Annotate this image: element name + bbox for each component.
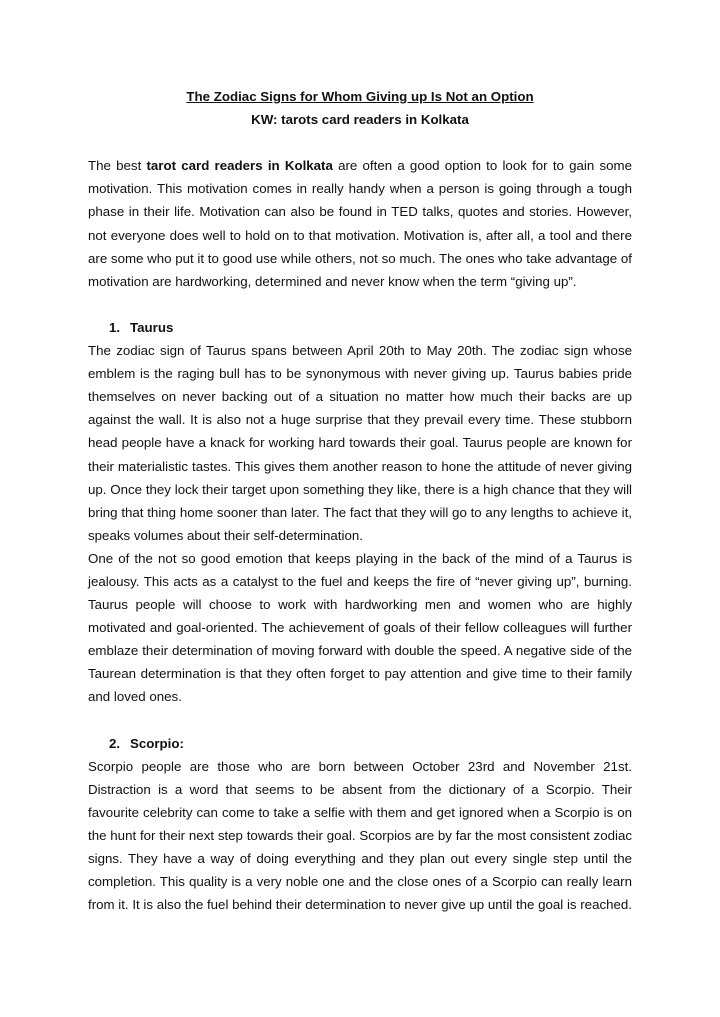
keyword-line: KW: tarots card readers in Kolkata (251, 112, 469, 128)
section-number: 2. (109, 735, 121, 751)
spacer (88, 709, 632, 732)
document-title: The Zodiac Signs for Whom Giving up Is Not an Option (186, 89, 534, 104)
intro-paragraph (88, 154, 632, 293)
intro-text-start: The best (88, 158, 147, 174)
intro-text-rest: are often a good option to look for to gain some motivation. This motivation comes in really handy when a person is going through a tough phase in their life. Motivation can also be found in TED talks, quotes and stories. However, not everyone does well to hold on to that motivation. Motivation is, after all, a tool and there are some who put it to good use while others, not so much. The ones who take advantage of motivation are hardworking, determined and never know when the term “giving up”. (88, 158, 632, 289)
section-heading-scorpio (88, 732, 632, 755)
taurus-paragraph-1: The zodiac sign of Taurus spans between April 20th to May 20th. The zodiac sign whose emblem is the raging bull has to be synonymous with never giving up. Taurus babies pride themselves on never backing out of a situation no matter how much their backs are up against the wall. It is also not a huge surprise that they prevail every time. These stubborn head people have a knack for working hard towards their goal. Taurus people are known for their materialistic tastes. This gives them another reason to hone the attitude of never giving up. Once they lock their target upon something they like, there is a high chance that they will bring that thing home sooner than later. The fact that they will go to any lengths to achieve it, speaks volumes about their self-determination. (88, 343, 632, 543)
section-number: 1. (109, 319, 121, 335)
section-heading-text: Taurus (130, 319, 174, 335)
intro-keyword-bold: tarot card readers in Kolkata (146, 158, 333, 174)
document-page (88, 85, 632, 916)
section-heading-text: Scorpio: (130, 735, 184, 751)
spacer (88, 293, 632, 316)
scorpio-paragraph-1: Scorpio people are those who are born between October 23rd and November 21st. Distraction is a word that seems to be absent from the dictionary of a Scorpio. Their favourite celebrity can come to take a selfie with them and get ignored when a Scorpio is on the hunt for their next step towards their goal. Scorpios are by far the most consistent zodiac signs. They have a way of doing everything and they plan out every single step until the completion. This quality is a very noble one and the close ones of a Scorpio can really learn from it. It is also the fuel behind their determination to never give up until the goal is reached. (88, 758, 633, 913)
taurus-paragraph-2: One of the not so good emotion that keeps playing in the back of the mind of a Taurus is jealousy. This acts as a catalyst to the fuel and keeps the fire of “never giving up”, burning. Taurus people will choose to work with hardworking men and women who are highly motivated and goal-oriented. The achievement of goals of their fellow colleagues will further emblaze their determination of moving forward with double the speed. A negative side of the Taurean determination is that they often forget to pay attention and give time to their family and loved ones. (88, 550, 632, 705)
spacer (88, 131, 632, 154)
section-heading-taurus (88, 316, 632, 339)
